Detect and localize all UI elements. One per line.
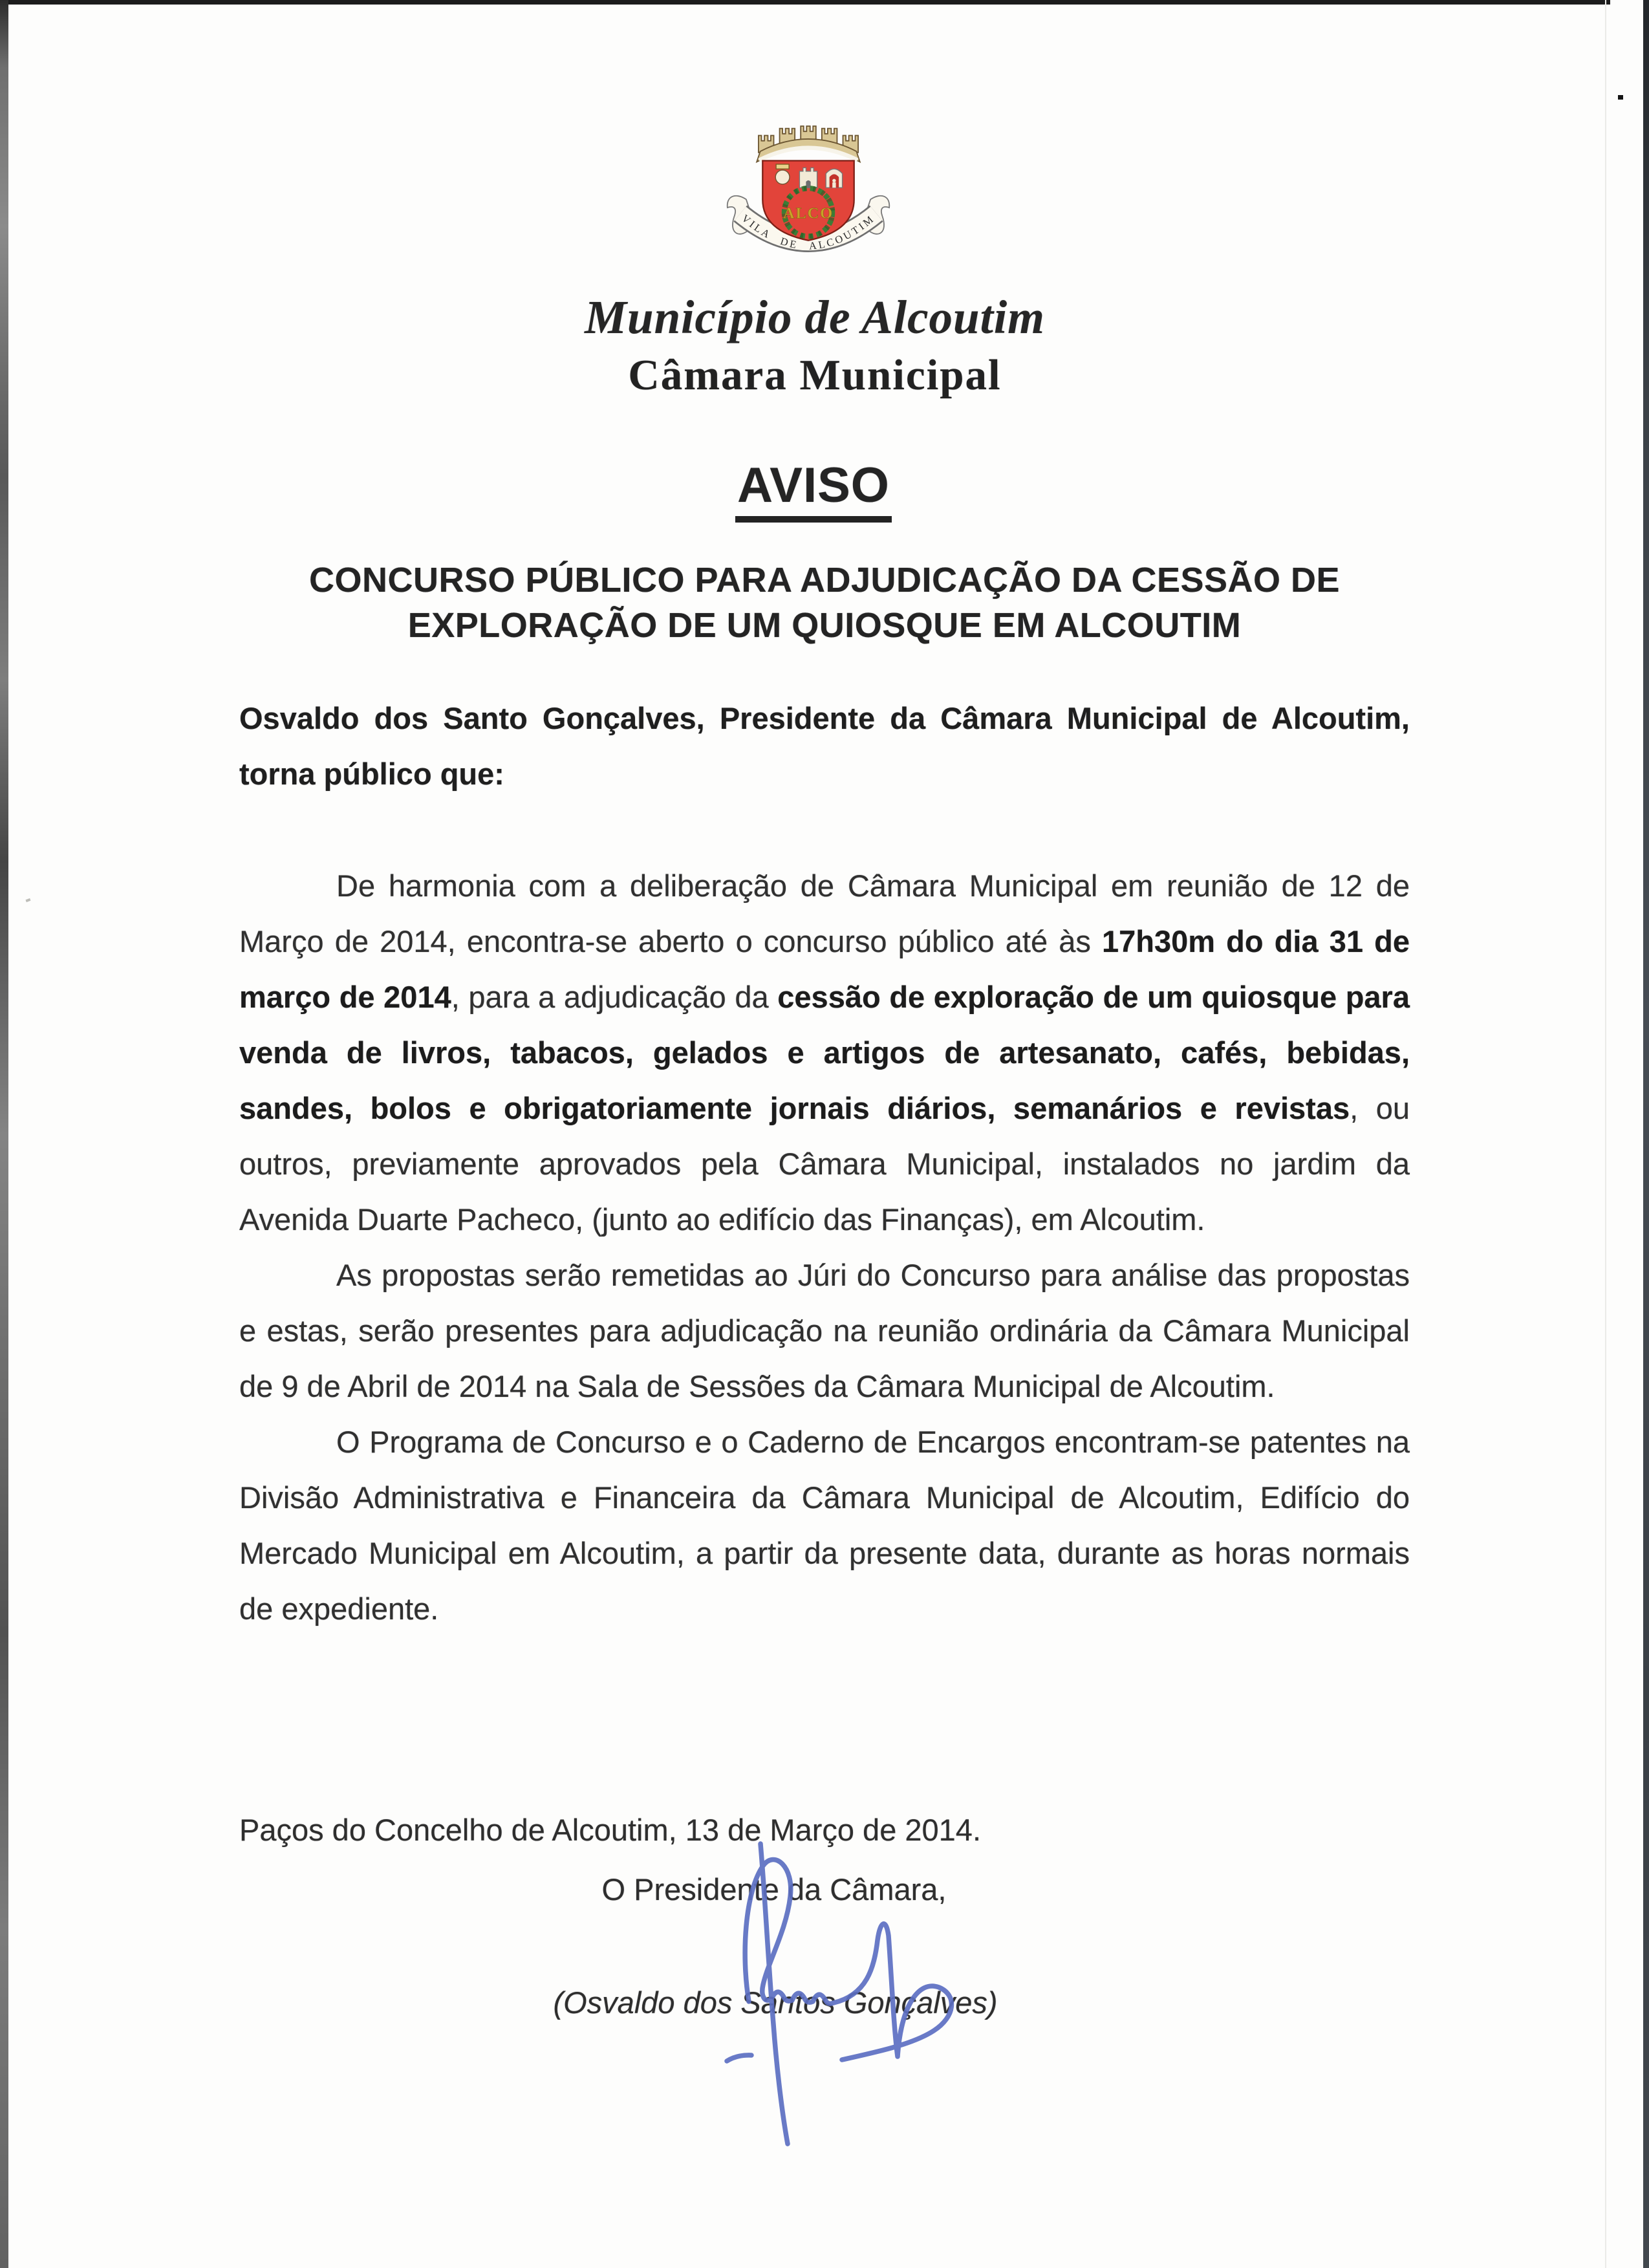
municipality-name: Município de Alcoutim [585, 291, 1045, 343]
scan-edge-right [1643, 0, 1649, 2268]
body-paragraph-2: As propostas serão remetidas ao Júri do Concurso para análise das propostas e estas, serão presentes para adjudicação na reunião ordinária da Câmara Municipal de 9 de Abril de 2014 na Sala de Sessões da Câmara Municipal de Alcoutim. [239, 1258, 1410, 1403]
scan-edge-left [0, 0, 8, 2268]
notice-heading: AVISO [735, 460, 892, 523]
paragraph-segment: , ou outros, previamente aprovados pela Câmara Municipal, instalados no jardim da Avenida Duarte Pacheco, (junto ao edifício das Finanças), em Alcoutim. [239, 1091, 1410, 1237]
council-name: Câmara Municipal [628, 351, 1002, 399]
body-paragraph-3: O Programa de Concurso e o Caderno de Encargos encontram-se patentes na Divisão Administrativa e Financeira da Câmara Municipal de Alcoutim, Edifício do Mercado Municipal em Alcoutim, a partir da presente data, durante as horas normais de expediente. [239, 1425, 1410, 1626]
paragraph-segment: , para a adjudicação da [451, 980, 778, 1014]
place-and-date: Paços do Concelho de Alcoutim, 13 de Março de 2014. [239, 1813, 982, 1847]
scan-speck-top-right [1618, 95, 1623, 100]
paragraph-segment: De harmonia com a deliberação de Câmara Municipal em reunião de 12 de Março de 2014, encontra-se aberto o concurso público até às [239, 869, 1410, 958]
scan-edge-top [0, 0, 1610, 5]
charge-king-head-icon [775, 164, 790, 184]
crest-motto: VILA DE ALCOUTIM [739, 211, 878, 252]
notice-body [239, 858, 1410, 1637]
charge-niche-icon [826, 169, 842, 188]
scan-speck-left [26, 898, 31, 902]
paragraph-segment-bold: 17h30m do dia 31 de março de 2014 [239, 924, 1410, 1014]
signature-ink [673, 1833, 1009, 2170]
paragraph-segment-bold: cessão de exploração de um quiosque para venda de livros, tabacos, gelados e artigos de artesanato, cafés, bebidas, sandes, bolos e obrigatoriamente jornais diários, semanários e revistas [239, 980, 1410, 1125]
signature-title: O Presidente da Câmara, [601, 1872, 947, 1906]
body-paragraph-1 [239, 858, 1410, 1247]
crest-monogram: ALCO [783, 204, 834, 222]
signature-stroke-tick [727, 2055, 751, 2061]
notice-heading-wrap [228, 460, 1399, 523]
scan-fold-line [1605, 0, 1606, 2268]
municipal-coat-of-arms [720, 101, 896, 271]
notice-title: CONCURSO PÚBLICO PARA ADJUDICAÇÃO DA CESSÃO DE EXPLORAÇÃO DE UM QUIOSQUE EM ALCOUTIM [308, 561, 1341, 645]
mural-crown-icon [757, 126, 860, 162]
intro-paragraph: Osvaldo dos Santo Gonçalves, Presidente da Câmara Municipal de Alcoutim, torna público que: [239, 701, 1410, 791]
signatory-name: (Osvaldo dos Santos Gonçalves) [553, 1985, 998, 2020]
